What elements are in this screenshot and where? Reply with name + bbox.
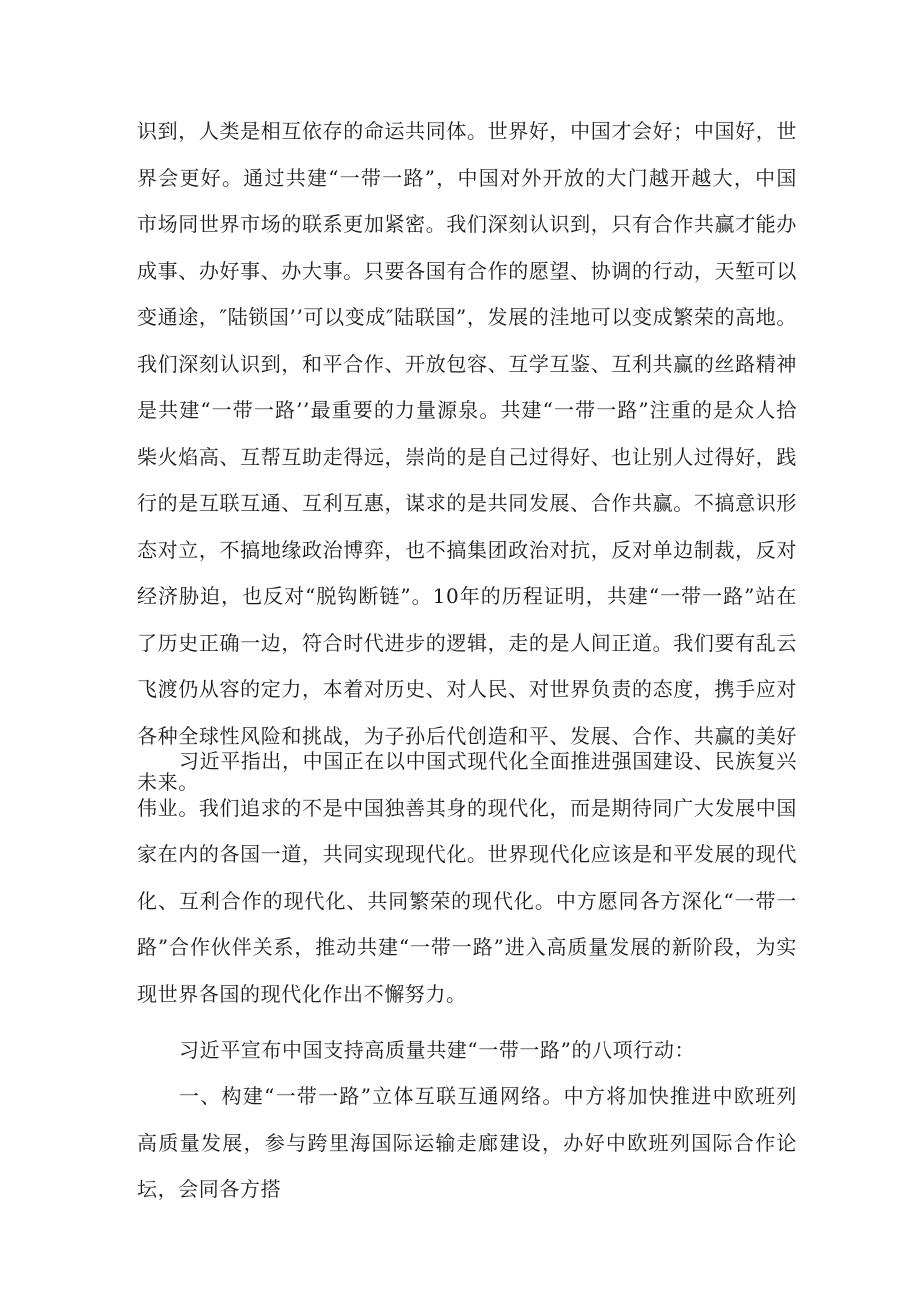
body-paragraph-1: 识到，人类是相互依存的命运共同体。世界好，中国才会好；中国好，世界会更好。通过共建“一带一路”，中国对外开放的大门越开越大，中国市场同世界市场的联系更加紧密。我们深刻认识到，只有合作共赢才能办成事、办好事、办大事。只要各国有合作的愿望、协调的行动，天堑可以变通途，″陆锁国’’可以变成″陆联国”，发展的洼地可以变成繁荣的高地。我们深刻认识到，和平合作、开放包容、互学互鉴、互利共赢的丝路精神是共建“一带一路’’最重要的力量源泉。共建“一带一路”注重的是众人拾柴火焰高、互帮互助走得远，崇尚的是自己过得好、也让别人过得好，践行的是互联互通、互利互惠，谋求的是共同发展、合作共赢。不搞意识形态对立，不搞地缘政治博弈，也不搞集团政治对抗，反对单边制裁，反对经济胁迫，也反对“脱钩断链”。10年的历程证明，共建“一带一路”站在了历史正确一边，符合时代进步的逻辑，走的是人间正道。我们要有乱云飞渡仍从容的定力，本着对历史、对人民、对世界负责的态度，携手应对各种全球性风险和挑战，为子孙后代创造和平、发展、合作、共赢的美好未来。 xyxy=(137,119,797,794)
body-paragraph-2: 习近平指出，中国正在以中国式现代化全面推进强国建设、民族复兴伟业。我们追求的不是中国独善其身的现代化，而是期待同广大发展中国家在内的各国一道，共同实现现代化。世界现代化应该是和平发展的现代化、互利合作的现代化、共同繁荣的现代化。中方愿同各方深化“一带一路”合作伙伴关系，推动共建“一带一路”进入高质量发展的新阶段，为实现世界各国的现代化作出不懈努力。 xyxy=(137,749,797,1006)
body-paragraph-4: 一、构建“一带一路”立体互联互通网络。中方将加快推进中欧班列高质量发展，参与跨里海国际运输走廊建设，办好中欧班列国际合作论坛，会同各方搭 xyxy=(137,1084,797,1201)
body-paragraph-3: 习近平宣布中国支持高质量共建“一带一路”的八项行动： xyxy=(179,1038,696,1062)
